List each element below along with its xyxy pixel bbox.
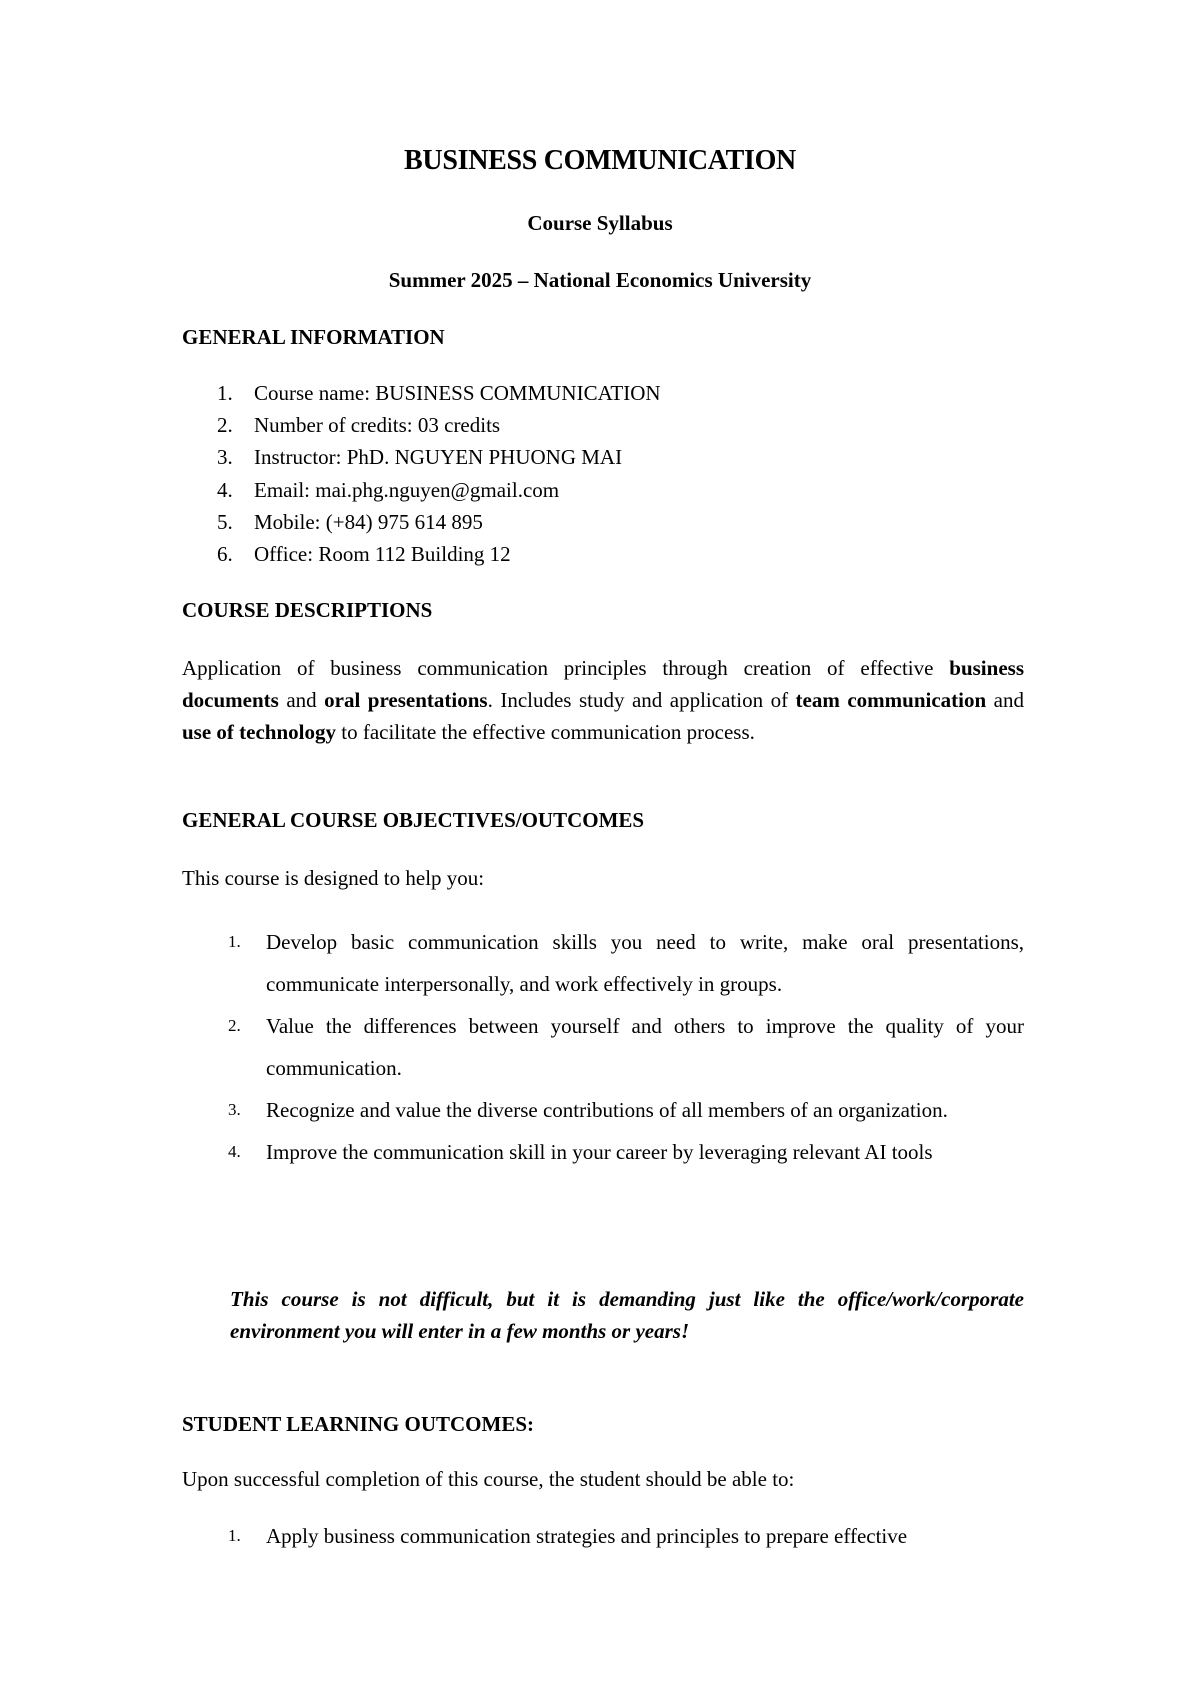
list-number: 2. — [217, 413, 233, 438]
list-text: Improve the communication skill in your career by leveraging relevant AI tools — [266, 1140, 933, 1164]
list-text: Number of credits: 03 credits — [254, 413, 501, 438]
list-text: Recognize and value the diverse contributions of all members of an organization. — [266, 1098, 948, 1122]
list-item — [182, 474, 661, 506]
description-bold-text: use of technology — [182, 720, 336, 744]
email-text: Email: mai.phg.nguyen@gmail.com — [254, 477, 560, 502]
general-information-list — [182, 377, 661, 570]
description-bold-text: oral presentations — [324, 688, 488, 712]
document-subtitle: Course Syllabus — [527, 211, 673, 235]
description-text: Application of business communication principles through creation of effective — [182, 656, 950, 680]
list-text: Course name: BUSINESS COMMUNICATION — [254, 381, 661, 405]
description-text: to facilitate the effective communication process. — [336, 720, 755, 744]
list-number: 4. — [217, 477, 233, 502]
objectives-list — [182, 921, 1024, 1173]
description-bold-text: team communication — [795, 688, 987, 712]
objectives-heading: GENERAL COURSE OBJECTIVES/OUTCOMES — [182, 808, 645, 832]
list-text: Apply business communication strategies and principles to prepare effective — [266, 1524, 908, 1548]
list-number: 1. — [228, 1526, 241, 1545]
list-item — [182, 921, 1024, 1005]
list-item — [182, 377, 661, 409]
list-item — [182, 441, 661, 473]
list-number: 5. — [217, 509, 233, 534]
list-text: Develop basic communication skills you need to write, make oral presentations, communicate interpersonally, and work effectively in groups. — [266, 930, 1024, 996]
list-item — [182, 1131, 1024, 1173]
list-text: Office: Room 112 Building 12 — [254, 542, 511, 567]
learning-outcomes-intro: Upon successful completion of this course, the student should be able to: — [182, 1467, 795, 1491]
list-number: 4. — [228, 1142, 241, 1161]
general-information-heading: GENERAL INFORMATION — [182, 325, 445, 349]
course-descriptions-heading: COURSE DESCRIPTIONS — [182, 598, 433, 622]
list-item — [182, 1521, 1024, 1551]
list-number: 1. — [228, 932, 241, 951]
list-number: 2. — [228, 1016, 241, 1035]
list-text: Value the differences between yourself and others to improve the quality of your communication. — [266, 1014, 1024, 1080]
list-number: 3. — [228, 1100, 241, 1119]
list-item — [182, 506, 661, 538]
list-item — [182, 1005, 1024, 1089]
document-title: BUSINESS COMMUNICATION — [404, 145, 796, 176]
list-number: 6. — [217, 542, 233, 567]
course-description-paragraph — [182, 652, 1024, 748]
list-number: 1. — [217, 381, 233, 405]
list-item — [182, 538, 661, 570]
list-text: Mobile: (+84) 975 614 895 — [254, 509, 483, 534]
list-item — [182, 409, 661, 441]
emphasis-note: This course is not difficult, but it is demanding just like the office/work/corporate environment you will enter in a few months or years! — [230, 1287, 1024, 1343]
list-number: 3. — [217, 445, 233, 470]
description-bold-text: business documents — [182, 656, 1024, 712]
description-text: . Includes study and application of — [487, 688, 796, 712]
learning-outcomes-heading: STUDENT LEARNING OUTCOMES: — [182, 1412, 535, 1436]
objectives-intro: This course is designed to help you: — [182, 866, 485, 890]
description-text: and — [986, 688, 1024, 712]
list-text: Instructor: PhD. NGUYEN PHUONG MAI — [254, 445, 623, 470]
document-term: Summer 2025 – National Economics University — [388, 268, 812, 292]
description-text: and — [278, 688, 325, 712]
list-item — [182, 1089, 1024, 1131]
